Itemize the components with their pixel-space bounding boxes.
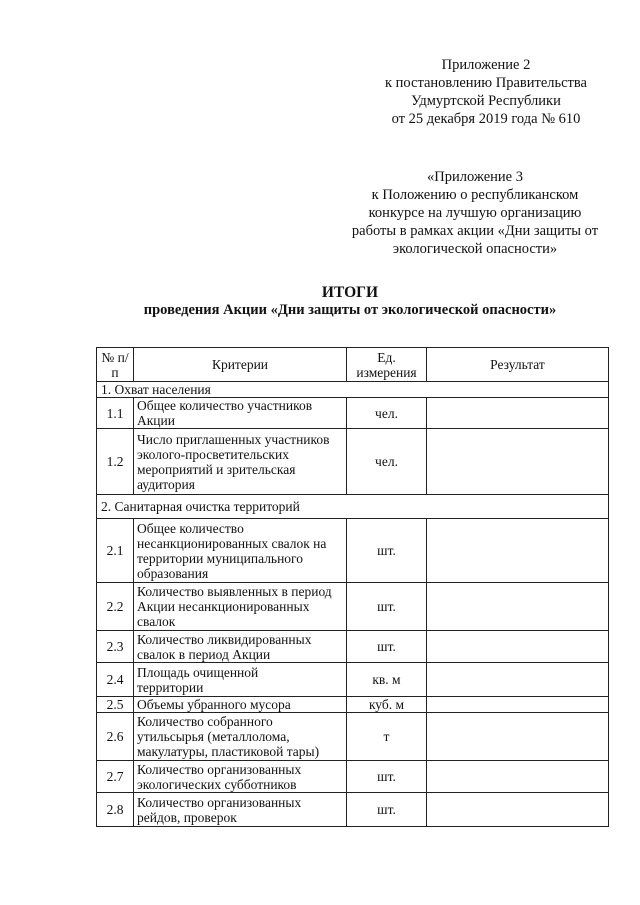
- appendix-sub-line: конкурсе на лучшую организацию: [368, 205, 582, 221]
- row-num: 2.7: [97, 761, 134, 793]
- row-unit: шт.: [347, 761, 427, 793]
- row-result: [427, 631, 609, 663]
- section-title: 2. Санитарная очистка территорий: [97, 495, 609, 519]
- appendix-main-line: от 25 декабря 2019 года № 610: [391, 111, 581, 127]
- row-result: [427, 697, 609, 713]
- section-title: 1. Охват населения: [97, 382, 609, 398]
- row-criteria: Число приглашенных участников эколого-просветительских мероприятий и зрительская аудитория: [134, 429, 347, 495]
- row-unit: шт.: [347, 793, 427, 827]
- table-header-row: [97, 348, 609, 382]
- document-subtitle: проведения Акции «Дни защиты от экологической опасности»: [143, 302, 557, 318]
- section-row: [97, 382, 609, 398]
- header-num: № п/п: [97, 348, 134, 382]
- row-result: [427, 519, 609, 583]
- appendix-sub-line: работы в рамках акции «Дни защиты от: [351, 223, 599, 239]
- row-num: 1.2: [97, 429, 134, 495]
- row-criteria: Количество организованных рейдов, проверок: [134, 793, 347, 827]
- table-row: [97, 793, 609, 827]
- row-unit: шт.: [347, 519, 427, 583]
- row-num: 1.1: [97, 398, 134, 429]
- table-row: [97, 761, 609, 793]
- header-criteria: Критерии: [134, 348, 347, 382]
- table-row: [97, 429, 609, 495]
- row-num: 2.3: [97, 631, 134, 663]
- row-num: 2.5: [97, 697, 134, 713]
- row-criteria: Площадь очищенной территории: [134, 663, 347, 697]
- appendix-main-line: к постановлению Правительства: [385, 75, 587, 91]
- row-num: 2.2: [97, 583, 134, 631]
- row-unit: т: [347, 713, 427, 761]
- row-result: [427, 398, 609, 429]
- section-row: [97, 495, 609, 519]
- row-criteria: Количество ликвидированных свалок в период Акции: [134, 631, 347, 663]
- results-table: [96, 347, 609, 827]
- row-criteria: Количество организованных экологических субботников: [134, 761, 347, 793]
- row-num: 2.8: [97, 793, 134, 827]
- row-unit: кв. м: [347, 663, 427, 697]
- table-row: [97, 398, 609, 429]
- header-result: Результат: [427, 348, 609, 382]
- row-result: [427, 761, 609, 793]
- table-row: [97, 631, 609, 663]
- row-unit: куб. м: [347, 697, 427, 713]
- row-criteria: Объемы убранного мусора: [134, 697, 347, 713]
- table-row: [97, 713, 609, 761]
- document-title: ИТОГИ: [321, 284, 379, 301]
- row-unit: шт.: [347, 583, 427, 631]
- row-num: 2.6: [97, 713, 134, 761]
- appendix-sub-line: экологической опасности»: [392, 241, 558, 257]
- row-result: [427, 583, 609, 631]
- row-unit: чел.: [347, 398, 427, 429]
- row-result: [427, 793, 609, 827]
- row-num: 2.4: [97, 663, 134, 697]
- appendix-main-line: Приложение 2: [441, 57, 531, 73]
- appendix-sub-line: к Положению о республиканском: [371, 187, 579, 203]
- row-criteria: Количество выявленных в период Акции несанкционированных свалок: [134, 583, 347, 631]
- table-row: [97, 697, 609, 713]
- header-unit: Ед. измерения: [347, 348, 427, 382]
- appendix-sub-block: [340, 168, 610, 258]
- appendix-sub-line: «Приложение 3: [427, 169, 523, 185]
- row-num: 2.1: [97, 519, 134, 583]
- row-result: [427, 429, 609, 495]
- row-unit: шт.: [347, 631, 427, 663]
- row-criteria: Общее количество несанкционированных свалок на территории муниципального образования: [134, 519, 347, 583]
- appendix-main-block: [370, 56, 602, 128]
- table-row: [97, 583, 609, 631]
- row-criteria: Количество собранного утильсырья (металлолома, макулатуры, пластиковой тары): [134, 713, 347, 761]
- row-criteria: Общее количество участников Акции: [134, 398, 347, 429]
- row-result: [427, 663, 609, 697]
- table-row: [97, 519, 609, 583]
- row-unit: чел.: [347, 429, 427, 495]
- table-row: [97, 663, 609, 697]
- row-result: [427, 713, 609, 761]
- appendix-main-line: Удмуртской Республики: [411, 93, 561, 109]
